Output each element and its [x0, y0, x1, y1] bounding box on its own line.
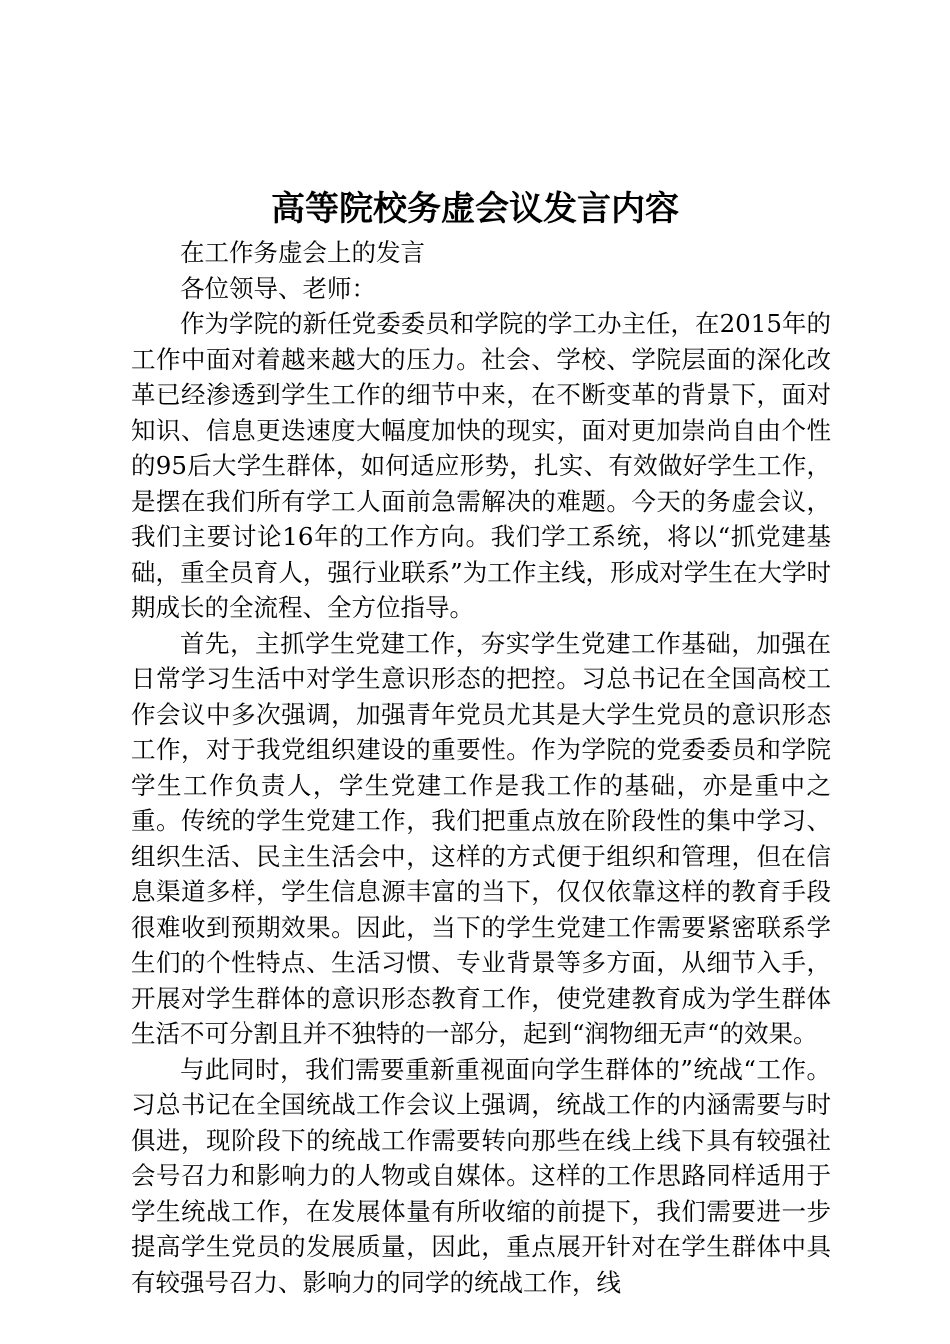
paragraph-salutation: 各位领导、老师： [180, 273, 376, 303]
paragraph-subtitle: 在工作务虚会上的发言 [180, 238, 425, 267]
paragraph-intro: 作为学院的新任党委委员和学院的学工办主任，在2015年的工作中面对着越来越大的压力。社会、学校、学院层面的深化改革已经渗透到学生工作的细节中来，在不断变革的背景下，面对知识、信息更迭速度大幅度加快的现实，面对更加崇尚自由个性的95后大学生群体，如何适应形势，扎实、有效做好学生工作，是摆在我们所有学工人面前急需解决的难题。今天的务虚会议，我们主要讨论16年的工作方向。我们学工系统，将以“抓党建基础，重全员育人，强行业联系”为工作主线，形成对学生在大学时期成长的全流程、全方位指导。 [131, 309, 831, 622]
document-body [131, 235, 831, 1300]
paragraph-united-front: 与此同时，我们需要重新重视面向学生群体的”统战“工作。习总书记在全国统战工作会议上强调，统战工作的内涵需要与时俱进，现阶段下的统战工作需要转向那些在线上线下具有较强社会号召力和影响力的人物或自媒体。这样的工作思路同样适用于学生统战工作，在发展体量有所收缩的前提下，我们需要进一步提高学生党员的发展质量，因此，重点展开针对在学生群体中具有较强号召力、影响力的同学的统战工作，线 [131, 1054, 831, 1297]
paragraph-party-building: 首先，主抓学生党建工作，夯实学生党建工作基础，加强在日常学习生活中对学生意识形态的把控。习总书记在全国高校工作会议中多次强调，加强青年党员尤其是大学生党员的意识形态工作，对于我党组织建设的重要性。作为学院的党委委员和学院学生工作负责人，学生党建工作是我工作的基础，亦是重中之重。传统的学生党建工作，我们把重点放在阶段性的集中学习、组织生活、民主生活会中，这样的方式便于组织和管理，但在信息渠道多样，学生信息源丰富的当下，仅仅依靠这样的教育手段很难收到预期效果。因此，当下的学生党建工作需要紧密联系学生们的个性特点、生活习惯、专业背景等多方面，从细节入手，开展对学生群体的意识形态教育工作，使党建教育成为学生群体生活不可分割且并不独特的一部分，起到“润物细无声“的效果。 [131, 628, 831, 1048]
document-title: 高等院校务虚会议发言内容 [271, 189, 679, 229]
